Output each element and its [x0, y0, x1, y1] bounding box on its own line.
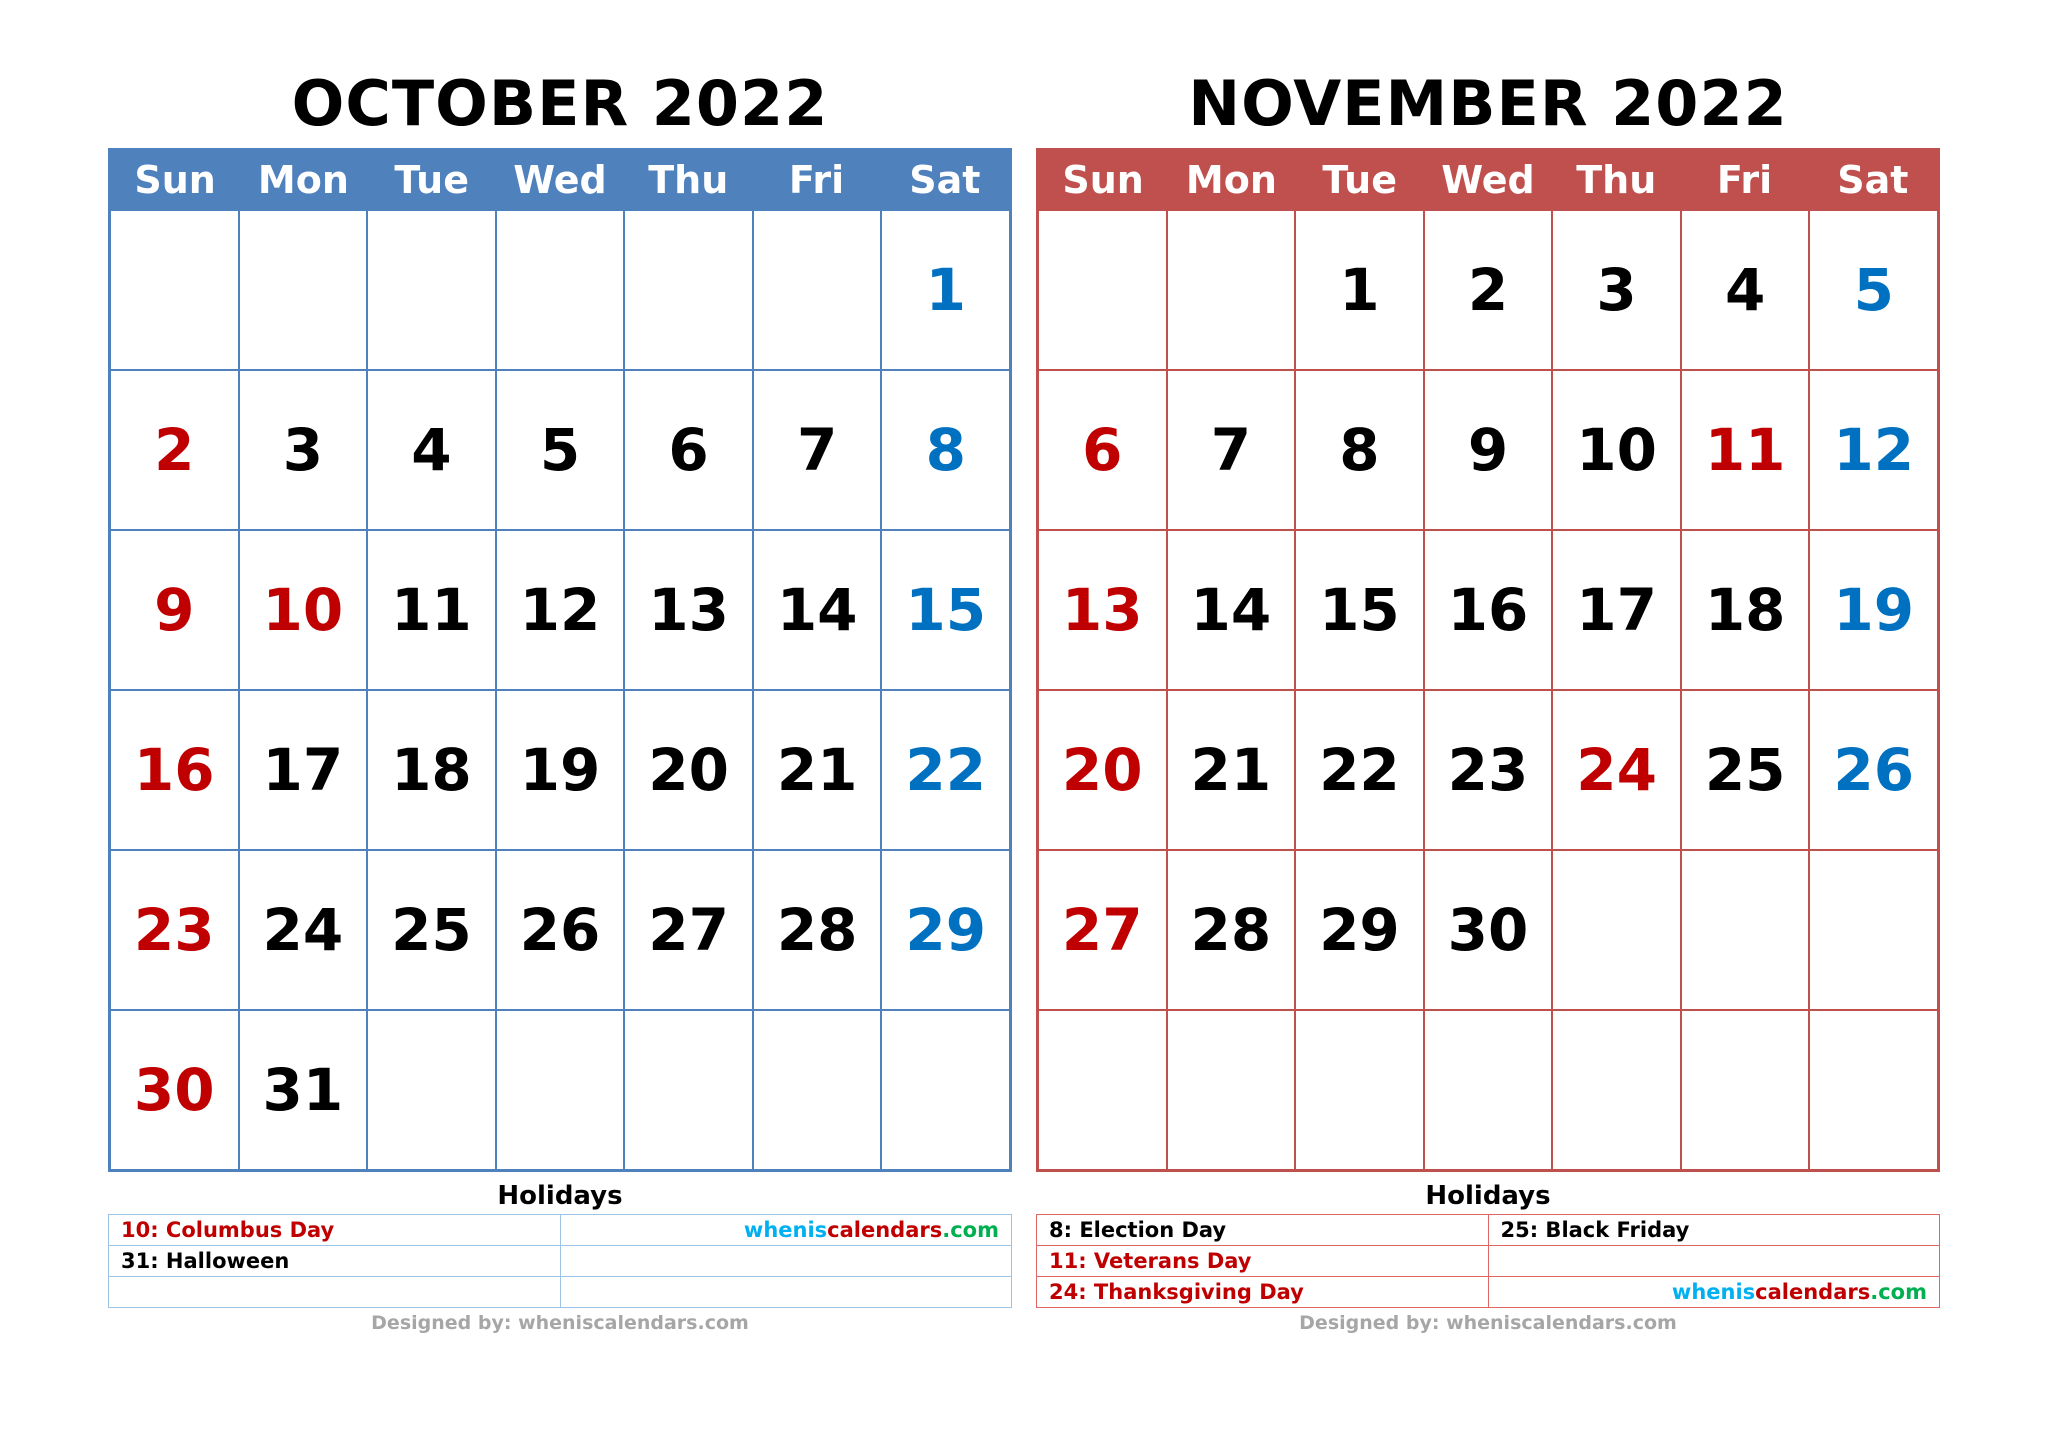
day-cell-31: 31	[240, 1009, 369, 1169]
day-cell-14: 14	[754, 529, 883, 689]
day-cell-15: 15	[1296, 529, 1425, 689]
weekday-fri: Fri	[1716, 158, 1773, 202]
holiday-item: 25: Black Friday	[1488, 1215, 1940, 1246]
day-cell-6: 6	[625, 369, 754, 529]
day-cell-18: 18	[1682, 529, 1811, 689]
weekday-thu: Thu	[648, 158, 729, 202]
empty-day-cell	[754, 1009, 883, 1169]
day-cell-13: 13	[1039, 529, 1168, 689]
day-cell-22: 22	[1296, 689, 1425, 849]
empty-cell	[560, 1277, 1012, 1308]
day-cell-1: 1	[1296, 209, 1425, 369]
day-cell-7: 7	[754, 369, 883, 529]
day-cell-28: 28	[754, 849, 883, 1009]
day-cell-11: 11	[1682, 369, 1811, 529]
empty-day-cell	[625, 1009, 754, 1169]
weekday-sun: Sun	[1062, 158, 1144, 202]
week-row	[1039, 209, 1937, 369]
weekday-mon: Mon	[1185, 158, 1277, 202]
week-row	[111, 689, 1009, 849]
day-cell-1: 1	[882, 209, 1009, 369]
day-cell-27: 27	[625, 849, 754, 1009]
weekday-header	[111, 151, 1009, 209]
day-cell-17: 17	[240, 689, 369, 849]
empty-day-cell	[497, 209, 626, 369]
day-cell-25: 25	[368, 849, 497, 1009]
empty-day-cell	[1168, 209, 1297, 369]
empty-day-cell	[754, 209, 883, 369]
day-cell-9: 9	[1425, 369, 1554, 529]
day-cell-14: 14	[1168, 529, 1297, 689]
day-cell-3: 3	[1553, 209, 1682, 369]
day-cell-19: 19	[497, 689, 626, 849]
weekday-thu: Thu	[1576, 158, 1657, 202]
site-logo: wheniscalendars.com	[1488, 1277, 1940, 1308]
holiday-item: 11: Veterans Day	[1037, 1246, 1489, 1277]
week-row	[111, 209, 1009, 369]
empty-day-cell	[497, 1009, 626, 1169]
day-cell-8: 8	[882, 369, 1009, 529]
day-cell-27: 27	[1039, 849, 1168, 1009]
day-cell-16: 16	[111, 689, 240, 849]
empty-day-cell	[240, 209, 369, 369]
october-calendar	[108, 66, 1012, 1334]
day-cell-26: 26	[1810, 689, 1937, 849]
site-logo: wheniscalendars.com	[560, 1215, 1012, 1246]
weekday-wed: Wed	[1441, 158, 1535, 202]
weekday-mon: Mon	[257, 158, 349, 202]
day-cell-18: 18	[368, 689, 497, 849]
day-cell-2: 2	[1425, 209, 1554, 369]
weekday-header	[1039, 151, 1937, 209]
day-cell-17: 17	[1553, 529, 1682, 689]
empty-day-cell	[882, 1009, 1009, 1169]
week-row	[111, 1009, 1009, 1169]
holiday-item: 10: Columbus Day	[109, 1215, 561, 1246]
day-cell-20: 20	[1039, 689, 1168, 849]
holidays-title: Holidays	[1425, 1181, 1551, 1211]
day-cell-11: 11	[368, 529, 497, 689]
empty-day-cell	[368, 1009, 497, 1169]
day-cell-30: 30	[111, 1009, 240, 1169]
calendar-grid	[1036, 148, 1940, 1172]
weekday-sun: Sun	[134, 158, 216, 202]
weekday-tue: Tue	[394, 158, 469, 202]
day-cell-29: 29	[882, 849, 1009, 1009]
day-cell-24: 24	[240, 849, 369, 1009]
day-cell-10: 10	[1553, 369, 1682, 529]
week-row	[1039, 529, 1937, 689]
month-title: OCTOBER 2022	[291, 67, 829, 140]
empty-day-cell	[625, 209, 754, 369]
empty-day-cell	[1039, 1009, 1168, 1169]
holidays-table	[1036, 1214, 1940, 1308]
day-cell-4: 4	[1682, 209, 1811, 369]
weekday-fri: Fri	[788, 158, 845, 202]
day-cell-20: 20	[625, 689, 754, 849]
day-cell-5: 5	[1810, 209, 1937, 369]
day-cell-30: 30	[1425, 849, 1554, 1009]
weekday-wed: Wed	[513, 158, 607, 202]
holiday-item: 31: Halloween	[109, 1246, 561, 1277]
day-cell-19: 19	[1810, 529, 1937, 689]
week-rows	[111, 209, 1009, 1169]
week-row	[111, 849, 1009, 1009]
week-rows	[1039, 209, 1937, 1169]
day-cell-13: 13	[625, 529, 754, 689]
day-cell-25: 25	[1682, 689, 1811, 849]
designed-by: Designed by: wheniscalendars.com	[371, 1312, 749, 1334]
day-cell-23: 23	[1425, 689, 1554, 849]
day-cell-10: 10	[240, 529, 369, 689]
empty-day-cell	[1682, 1009, 1811, 1169]
day-cell-12: 12	[1810, 369, 1937, 529]
day-cell-28: 28	[1168, 849, 1297, 1009]
empty-day-cell	[1810, 849, 1937, 1009]
empty-day-cell	[1682, 849, 1811, 1009]
day-cell-23: 23	[111, 849, 240, 1009]
holiday-item: 8: Election Day	[1037, 1215, 1489, 1246]
week-row	[111, 369, 1009, 529]
day-cell-6: 6	[1039, 369, 1168, 529]
week-row	[1039, 689, 1937, 849]
weekday-tue: Tue	[1322, 158, 1397, 202]
november-calendar	[1036, 66, 1940, 1334]
empty-day-cell	[1168, 1009, 1297, 1169]
empty-cell	[1488, 1246, 1940, 1277]
day-cell-3: 3	[240, 369, 369, 529]
day-cell-4: 4	[368, 369, 497, 529]
day-cell-8: 8	[1296, 369, 1425, 529]
day-cell-12: 12	[497, 529, 626, 689]
day-cell-9: 9	[111, 529, 240, 689]
day-cell-2: 2	[111, 369, 240, 529]
day-cell-16: 16	[1425, 529, 1554, 689]
holidays-title: Holidays	[497, 1181, 623, 1211]
week-row	[1039, 849, 1937, 1009]
day-cell-24: 24	[1553, 689, 1682, 849]
day-cell-15: 15	[882, 529, 1009, 689]
month-title: NOVEMBER 2022	[1188, 67, 1788, 140]
empty-day-cell	[368, 209, 497, 369]
week-row	[111, 529, 1009, 689]
day-cell-29: 29	[1296, 849, 1425, 1009]
day-cell-26: 26	[497, 849, 626, 1009]
empty-day-cell	[1296, 1009, 1425, 1169]
day-cell-21: 21	[754, 689, 883, 849]
day-cell-21: 21	[1168, 689, 1297, 849]
designed-by: Designed by: wheniscalendars.com	[1299, 1312, 1677, 1334]
day-cell-7: 7	[1168, 369, 1297, 529]
weekday-sat: Sat	[909, 158, 981, 202]
holiday-item: 24: Thanksgiving Day	[1037, 1277, 1489, 1308]
empty-day-cell	[1425, 1009, 1554, 1169]
week-row	[1039, 369, 1937, 529]
holidays-table	[108, 1214, 1012, 1308]
empty-cell	[560, 1246, 1012, 1277]
empty-day-cell	[111, 209, 240, 369]
empty-cell	[109, 1277, 561, 1308]
empty-day-cell	[1810, 1009, 1937, 1169]
day-cell-5: 5	[497, 369, 626, 529]
week-row	[1039, 1009, 1937, 1169]
empty-day-cell	[1553, 1009, 1682, 1169]
day-cell-22: 22	[882, 689, 1009, 849]
empty-day-cell	[1553, 849, 1682, 1009]
calendar-grid	[108, 148, 1012, 1172]
empty-day-cell	[1039, 209, 1168, 369]
weekday-sat: Sat	[1837, 158, 1909, 202]
